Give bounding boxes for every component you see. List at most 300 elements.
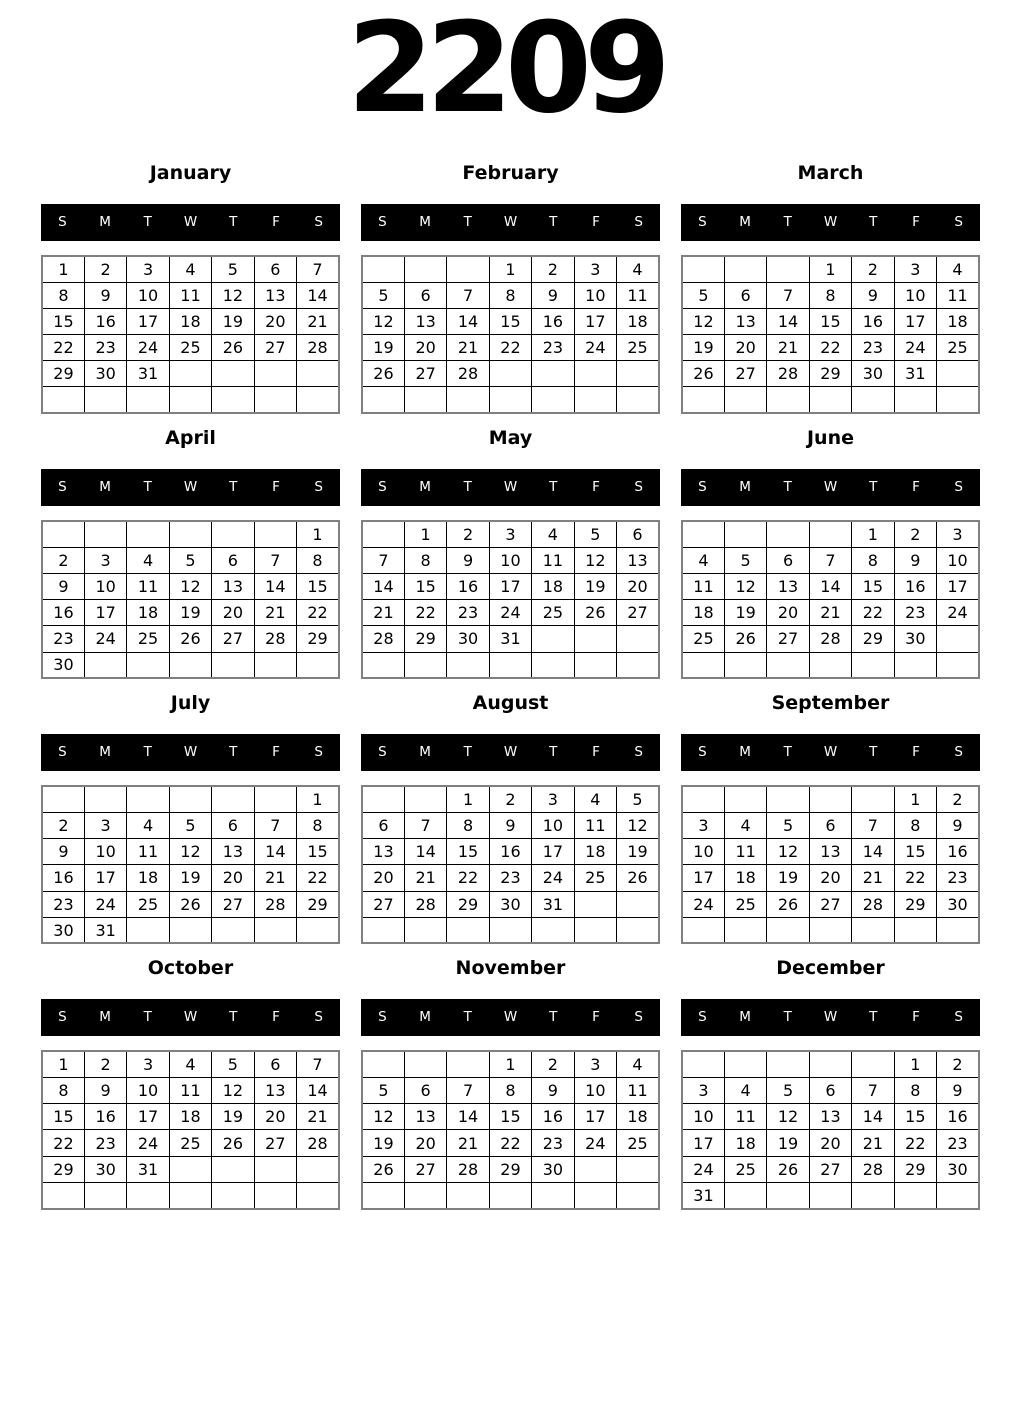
- date-cell: 21: [852, 1130, 894, 1156]
- date-cell: 28: [297, 1130, 339, 1156]
- week-row: [682, 1182, 979, 1208]
- date-cell: 28: [809, 626, 851, 652]
- empty-cell: [724, 652, 766, 678]
- empty-cell: [574, 361, 616, 387]
- date-cell: 26: [767, 1156, 809, 1182]
- weekday-header-bar: [361, 734, 660, 771]
- empty-cell: [617, 891, 659, 917]
- date-cell: 15: [404, 574, 446, 600]
- week-row: [42, 361, 339, 387]
- date-cell: 4: [127, 812, 169, 838]
- week-row: [682, 812, 979, 838]
- date-cell: 12: [617, 812, 659, 838]
- date-cell: 25: [532, 600, 574, 626]
- date-cell: 10: [84, 574, 126, 600]
- empty-cell: [127, 786, 169, 812]
- month-title: February: [462, 162, 559, 184]
- week-row: [42, 1130, 339, 1156]
- weekday-label: W: [823, 479, 838, 496]
- weekday-label: T: [549, 744, 558, 761]
- date-cell: 27: [724, 361, 766, 387]
- date-cell: 11: [724, 1104, 766, 1130]
- date-cell: 30: [447, 626, 489, 652]
- date-cell: 23: [42, 626, 84, 652]
- date-cell: 1: [42, 256, 84, 282]
- week-row: [42, 574, 339, 600]
- weekday-label: F: [272, 1009, 280, 1026]
- month-date-table: [681, 1050, 980, 1209]
- date-cell: 13: [809, 1104, 851, 1130]
- weekday-label: W: [823, 744, 838, 761]
- date-cell: 24: [894, 335, 936, 361]
- date-cell: 20: [212, 600, 254, 626]
- empty-cell: [682, 652, 724, 678]
- month-february: [361, 162, 660, 414]
- empty-cell: [254, 1182, 296, 1208]
- date-cell: 12: [724, 574, 766, 600]
- week-row: [42, 335, 339, 361]
- date-cell: 6: [254, 256, 296, 282]
- date-cell: 15: [894, 839, 936, 865]
- date-cell: 29: [297, 626, 339, 652]
- weekday-label: F: [592, 1009, 600, 1026]
- date-cell: 12: [212, 282, 254, 308]
- week-row: [42, 786, 339, 812]
- date-cell: 28: [852, 1156, 894, 1182]
- week-row: [682, 256, 979, 282]
- month-title: June: [806, 427, 854, 450]
- date-cell: 5: [574, 521, 616, 547]
- date-cell: 26: [362, 361, 404, 387]
- date-cell: 20: [404, 1130, 446, 1156]
- date-cell: 10: [127, 282, 169, 308]
- empty-cell: [254, 917, 296, 943]
- empty-cell: [574, 387, 616, 413]
- date-cell: 11: [169, 1078, 211, 1104]
- date-cell: 29: [404, 626, 446, 652]
- date-cell: 8: [447, 812, 489, 838]
- date-cell: 13: [362, 839, 404, 865]
- month-march: [681, 162, 980, 414]
- week-row: [42, 626, 339, 652]
- date-cell: 4: [617, 1051, 659, 1077]
- weekday-label: T: [143, 214, 152, 230]
- empty-cell: [362, 652, 404, 678]
- weekday-label: F: [912, 744, 920, 761]
- date-cell: 30: [489, 891, 531, 917]
- date-cell: 28: [254, 891, 296, 917]
- date-cell: 2: [937, 1051, 979, 1077]
- weekday-label: T: [229, 214, 238, 230]
- date-cell: 3: [682, 812, 724, 838]
- weekday-label: S: [634, 214, 643, 230]
- empty-cell: [532, 626, 574, 652]
- empty-cell: [404, 652, 446, 678]
- empty-cell: [682, 256, 724, 282]
- empty-cell: [532, 917, 574, 943]
- date-cell: 30: [42, 917, 84, 943]
- date-cell: 18: [574, 839, 616, 865]
- date-cell: 2: [84, 256, 126, 282]
- date-cell: 15: [447, 839, 489, 865]
- date-cell: 15: [42, 308, 84, 334]
- date-cell: 20: [254, 1104, 296, 1130]
- date-cell: 26: [169, 626, 211, 652]
- date-cell: 27: [617, 600, 659, 626]
- date-cell: 3: [84, 812, 126, 838]
- date-cell: 26: [362, 1156, 404, 1182]
- date-cell: 4: [937, 256, 979, 282]
- date-cell: 17: [127, 1104, 169, 1130]
- date-cell: 12: [212, 1078, 254, 1104]
- empty-cell: [682, 1051, 724, 1077]
- date-cell: 17: [682, 865, 724, 891]
- empty-cell: [682, 917, 724, 943]
- week-row: [362, 574, 659, 600]
- weekday-label: T: [549, 214, 558, 230]
- week-row: [362, 387, 659, 413]
- date-cell: 24: [937, 600, 979, 626]
- date-cell: 8: [42, 1078, 84, 1104]
- empty-cell: [809, 1051, 851, 1077]
- weekday-label: F: [592, 479, 600, 496]
- week-row: [42, 1051, 339, 1077]
- weekday-label: S: [954, 1009, 963, 1026]
- date-cell: 21: [362, 600, 404, 626]
- date-cell: 4: [617, 256, 659, 282]
- weekday-label: T: [783, 479, 792, 496]
- date-cell: 30: [84, 1156, 126, 1182]
- weekday-label: S: [378, 479, 387, 496]
- date-cell: 2: [532, 1051, 574, 1077]
- date-cell: 8: [297, 812, 339, 838]
- date-cell: 15: [894, 1104, 936, 1130]
- date-cell: 13: [404, 308, 446, 334]
- date-cell: 31: [894, 361, 936, 387]
- date-cell: 8: [489, 282, 531, 308]
- date-cell: 19: [362, 1130, 404, 1156]
- date-cell: 16: [937, 1104, 979, 1130]
- date-cell: 22: [894, 865, 936, 891]
- date-cell: 1: [809, 256, 851, 282]
- date-cell: 21: [297, 1104, 339, 1130]
- weekday-label: M: [99, 1009, 111, 1026]
- date-cell: 24: [127, 335, 169, 361]
- date-cell: 2: [532, 256, 574, 282]
- date-cell: 30: [532, 1156, 574, 1182]
- date-cell: 23: [532, 335, 574, 361]
- date-cell: 24: [489, 600, 531, 626]
- date-cell: 22: [489, 1130, 531, 1156]
- weekday-label: M: [739, 214, 751, 230]
- weekday-label: F: [592, 744, 600, 761]
- week-row: [42, 1182, 339, 1208]
- empty-cell: [297, 1182, 339, 1208]
- month-date-table: [361, 1050, 660, 1209]
- date-cell: 8: [297, 547, 339, 573]
- date-cell: 5: [362, 1078, 404, 1104]
- weekday-label: S: [314, 479, 323, 496]
- date-cell: 22: [447, 865, 489, 891]
- date-cell: 13: [254, 282, 296, 308]
- date-cell: 23: [532, 1130, 574, 1156]
- date-cell: 28: [254, 626, 296, 652]
- empty-cell: [532, 361, 574, 387]
- week-row: [362, 1078, 659, 1104]
- date-cell: 12: [767, 839, 809, 865]
- date-cell: 24: [682, 1156, 724, 1182]
- date-cell: 5: [724, 547, 766, 573]
- month-date-table: [681, 520, 980, 679]
- weekday-header-bar: [41, 469, 340, 506]
- date-cell: 7: [404, 812, 446, 838]
- date-cell: 24: [84, 891, 126, 917]
- date-cell: 5: [212, 256, 254, 282]
- date-cell: 4: [127, 547, 169, 573]
- date-cell: 23: [447, 600, 489, 626]
- weekday-header-bar: [41, 204, 340, 241]
- date-cell: 18: [169, 1104, 211, 1130]
- empty-cell: [532, 1182, 574, 1208]
- date-cell: 15: [809, 308, 851, 334]
- date-cell: 21: [852, 865, 894, 891]
- date-cell: 27: [809, 1156, 851, 1182]
- date-cell: 4: [724, 1078, 766, 1104]
- date-cell: 25: [617, 1130, 659, 1156]
- week-row: [362, 256, 659, 282]
- empty-cell: [404, 256, 446, 282]
- month-june: [681, 427, 980, 679]
- date-cell: 22: [894, 1130, 936, 1156]
- weekday-label: W: [183, 744, 198, 761]
- weekday-header-bar: [361, 469, 660, 506]
- date-cell: 12: [169, 574, 211, 600]
- date-cell: 4: [682, 547, 724, 573]
- empty-cell: [84, 786, 126, 812]
- date-cell: 1: [297, 521, 339, 547]
- weekday-label: S: [698, 479, 707, 496]
- empty-cell: [809, 1182, 851, 1208]
- date-cell: 17: [127, 308, 169, 334]
- week-row: [682, 282, 979, 308]
- date-cell: 5: [617, 786, 659, 812]
- empty-cell: [489, 1182, 531, 1208]
- date-cell: 16: [42, 600, 84, 626]
- date-cell: 17: [682, 1130, 724, 1156]
- date-cell: 20: [724, 335, 766, 361]
- week-row: [42, 865, 339, 891]
- date-cell: 27: [212, 891, 254, 917]
- date-cell: 28: [852, 891, 894, 917]
- date-cell: 3: [574, 1051, 616, 1077]
- empty-cell: [127, 917, 169, 943]
- date-cell: 24: [84, 626, 126, 652]
- empty-cell: [574, 1182, 616, 1208]
- weekday-label: M: [419, 479, 431, 496]
- week-row: [362, 361, 659, 387]
- date-cell: 3: [894, 256, 936, 282]
- empty-cell: [682, 521, 724, 547]
- date-cell: 18: [682, 600, 724, 626]
- date-cell: 6: [809, 1078, 851, 1104]
- date-cell: 31: [682, 1182, 724, 1208]
- date-cell: 2: [447, 521, 489, 547]
- weekday-label: S: [314, 744, 323, 761]
- date-cell: 9: [894, 547, 936, 573]
- date-cell: 8: [852, 547, 894, 573]
- week-row: [682, 521, 979, 547]
- date-cell: 14: [852, 1104, 894, 1130]
- date-cell: 11: [574, 812, 616, 838]
- date-cell: 22: [852, 600, 894, 626]
- empty-cell: [852, 786, 894, 812]
- week-row: [362, 1130, 659, 1156]
- weekday-label: M: [739, 479, 751, 496]
- date-cell: 8: [809, 282, 851, 308]
- empty-cell: [169, 387, 211, 413]
- date-cell: 11: [169, 282, 211, 308]
- weekday-label: T: [549, 479, 558, 496]
- date-cell: 19: [682, 335, 724, 361]
- date-cell: 10: [84, 839, 126, 865]
- week-row: [362, 282, 659, 308]
- date-cell: 12: [574, 547, 616, 573]
- empty-cell: [127, 652, 169, 678]
- date-cell: 16: [894, 574, 936, 600]
- empty-cell: [42, 1182, 84, 1208]
- month-september: [681, 692, 980, 944]
- weekday-label: F: [912, 1009, 920, 1026]
- empty-cell: [169, 361, 211, 387]
- date-cell: 26: [682, 361, 724, 387]
- date-cell: 17: [937, 574, 979, 600]
- date-cell: 9: [84, 1078, 126, 1104]
- weekday-header-bar: [361, 999, 660, 1036]
- week-row: [362, 652, 659, 678]
- empty-cell: [852, 1051, 894, 1077]
- empty-cell: [809, 521, 851, 547]
- date-cell: 1: [894, 786, 936, 812]
- weekday-label: M: [99, 214, 111, 230]
- weekday-label: T: [869, 744, 878, 761]
- empty-cell: [404, 1182, 446, 1208]
- empty-cell: [894, 1182, 936, 1208]
- week-row: [42, 600, 339, 626]
- weekday-header-bar: [41, 999, 340, 1036]
- week-row: [682, 865, 979, 891]
- weekday-label: F: [912, 479, 920, 496]
- date-cell: 16: [84, 308, 126, 334]
- month-may: [361, 427, 660, 679]
- date-cell: 19: [169, 600, 211, 626]
- date-cell: 19: [767, 865, 809, 891]
- month-august: [361, 692, 660, 944]
- date-cell: 30: [852, 361, 894, 387]
- date-cell: 5: [362, 282, 404, 308]
- empty-cell: [297, 1156, 339, 1182]
- empty-cell: [212, 361, 254, 387]
- date-cell: 12: [767, 1104, 809, 1130]
- empty-cell: [489, 917, 531, 943]
- date-cell: 11: [617, 282, 659, 308]
- date-cell: 28: [297, 335, 339, 361]
- date-cell: 3: [937, 521, 979, 547]
- date-cell: 19: [212, 1104, 254, 1130]
- empty-cell: [127, 521, 169, 547]
- empty-cell: [362, 387, 404, 413]
- week-row: [682, 917, 979, 943]
- empty-cell: [42, 387, 84, 413]
- date-cell: 22: [809, 335, 851, 361]
- month-title: November: [455, 957, 566, 980]
- date-cell: 26: [724, 626, 766, 652]
- date-cell: 26: [574, 600, 616, 626]
- empty-cell: [447, 1051, 489, 1077]
- date-cell: 10: [682, 839, 724, 865]
- date-cell: 8: [42, 282, 84, 308]
- date-cell: 21: [809, 600, 851, 626]
- date-cell: 31: [489, 626, 531, 652]
- date-cell: 14: [447, 308, 489, 334]
- date-cell: 7: [297, 1051, 339, 1077]
- empty-cell: [574, 891, 616, 917]
- weekday-label: S: [954, 479, 963, 496]
- date-cell: 16: [937, 839, 979, 865]
- date-cell: 14: [767, 308, 809, 334]
- date-cell: 24: [574, 335, 616, 361]
- date-cell: 24: [532, 865, 574, 891]
- date-cell: 11: [682, 574, 724, 600]
- month-date-table: [361, 785, 660, 944]
- empty-cell: [169, 521, 211, 547]
- date-cell: 14: [852, 839, 894, 865]
- date-cell: 20: [362, 865, 404, 891]
- date-cell: 6: [617, 521, 659, 547]
- weekday-header-bar: [681, 204, 980, 241]
- date-cell: 20: [809, 865, 851, 891]
- empty-cell: [169, 917, 211, 943]
- empty-cell: [767, 256, 809, 282]
- empty-cell: [447, 387, 489, 413]
- empty-cell: [894, 652, 936, 678]
- date-cell: 22: [42, 335, 84, 361]
- weekday-label: S: [314, 214, 323, 230]
- date-cell: 2: [937, 786, 979, 812]
- date-cell: 21: [297, 308, 339, 334]
- weekday-label: T: [229, 1009, 238, 1026]
- empty-cell: [937, 652, 979, 678]
- empty-cell: [724, 917, 766, 943]
- date-cell: 18: [532, 574, 574, 600]
- date-cell: 31: [127, 1156, 169, 1182]
- date-cell: 12: [682, 308, 724, 334]
- date-cell: 30: [42, 652, 84, 678]
- date-cell: 27: [254, 335, 296, 361]
- empty-cell: [682, 387, 724, 413]
- date-cell: 25: [617, 335, 659, 361]
- date-cell: 4: [169, 1051, 211, 1077]
- date-cell: 27: [254, 1130, 296, 1156]
- date-cell: 24: [574, 1130, 616, 1156]
- empty-cell: [767, 917, 809, 943]
- week-row: [682, 600, 979, 626]
- date-cell: 7: [254, 812, 296, 838]
- weekday-label: T: [463, 214, 472, 230]
- date-cell: 21: [404, 865, 446, 891]
- date-cell: 24: [682, 891, 724, 917]
- date-cell: 7: [447, 1078, 489, 1104]
- weekday-label: S: [954, 744, 963, 761]
